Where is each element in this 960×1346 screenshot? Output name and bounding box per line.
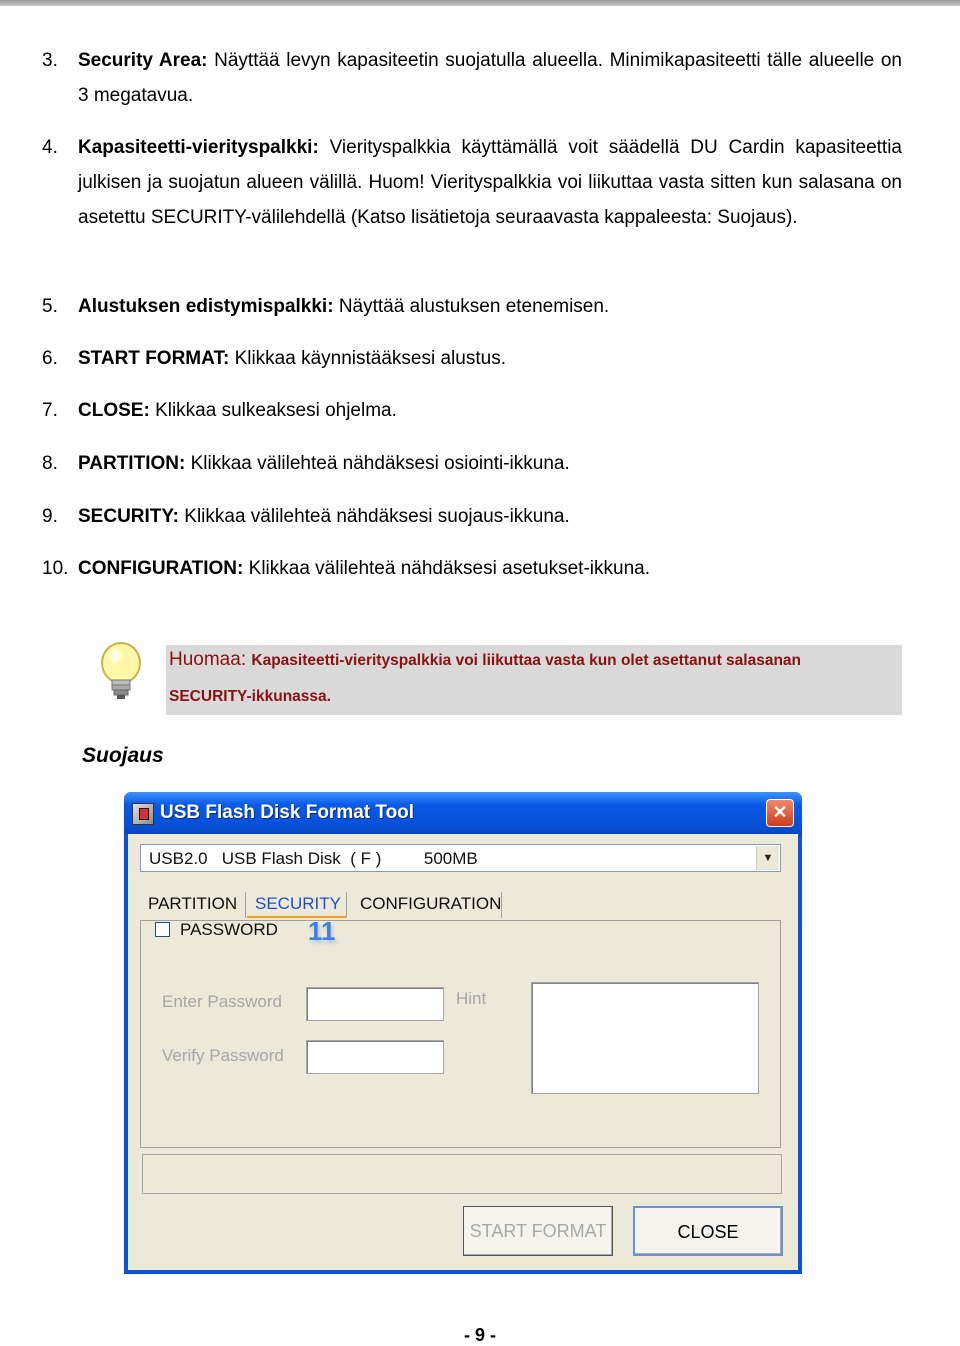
item-label: Security Area: [78,50,208,71]
item-text: Klikkaa käynnistääksesi alustus. [234,348,506,369]
top-rule [0,0,960,6]
note-text-continued: SECURITY-ikkunassa. [169,688,331,705]
item-text: Klikkaa välilehteä nähdäksesi osiointi-ikkuna. [190,453,570,474]
chevron-down-icon[interactable]: ▼ [756,846,779,870]
item-number: 4. [42,137,58,158]
item-text: Klikkaa välilehteä nähdäksesi suojaus-ikkuna. [184,506,570,527]
device-value: USB2.0 USB Flash Disk ( F ) 500MB [149,849,478,868]
verify-password-field[interactable] [306,1040,444,1074]
item-text: Näyttää alustuksen etenemisen. [338,296,610,317]
list-item [42,393,902,428]
callout-number: 11 [308,916,336,946]
format-progress-bar [142,1154,782,1194]
note-lead: Huomaa: [169,649,247,670]
item-number: 7. [42,400,58,421]
verify-password-label: Verify Password [162,1046,284,1065]
app-window [124,792,802,1274]
title-bar[interactable] [124,792,802,834]
item-label: SECURITY: [78,506,179,527]
window-title: USB Flash Disk Format Tool [160,802,415,823]
item-text: Klikkaa sulkeaksesi ohjelma. [155,400,397,421]
item-text: Vierityspalkkia käyttämällä voit säädellä DU Cardin kapasiteettia julkisen ja suojatun alueen välillä. Huom! Vierityspalkkia voi liikuttaa vasta sitten kun salasana on asetettu SECURITY-välilehdellä (Katso lisätietoja seuraavasta kappaleesta: Suojaus). [78,137,903,228]
item-label: CONFIGURATION: [78,558,244,579]
item-number: 6. [42,348,58,369]
enter-password-label: Enter Password [162,992,282,1011]
item-number: 5. [42,296,58,317]
close-button[interactable]: CLOSE [633,1206,783,1256]
enter-password-field[interactable] [306,987,444,1021]
list-item [42,43,902,113]
list-item [42,289,902,324]
page-number: - 9 - [463,1325,496,1345]
note-text: Kapasiteetti-vierityspalkkia voi liikuttaa vasta kun olet asettanut salasanan [251,652,801,669]
list-item [42,551,902,586]
window-close-button[interactable]: ✕ [766,799,794,827]
password-checkbox[interactable] [155,922,170,937]
section-title: Suojaus [82,744,164,767]
app-icon [132,803,154,825]
hint-field[interactable] [531,982,759,1094]
tab-configuration[interactable]: CONFIGURATION [352,892,502,918]
item-label: Alustuksen edistymispalkki: [78,296,334,317]
item-label: Kapasiteetti-vierityspalkki: [78,137,319,158]
note-box [166,645,902,715]
device-dropdown[interactable] [140,844,781,872]
item-number: 10. [42,558,69,579]
lightbulb-icon [96,640,146,702]
item-text: Klikkaa välilehteä nähdäksesi asetukset-ikkuna. [248,558,650,579]
list-item [42,130,902,270]
password-label: PASSWORD [180,920,278,939]
list-item [42,341,902,376]
start-format-button[interactable]: START FORMAT [463,1206,613,1256]
item-label: PARTITION: [78,453,186,474]
tab-security[interactable]: SECURITY [247,892,347,918]
tab-partition[interactable]: PARTITION [140,892,246,918]
item-label: CLOSE: [78,400,150,421]
list-item [42,446,902,481]
list-item [42,499,902,534]
item-number: 3. [42,50,58,71]
item-text: Näyttää levyn kapasiteetin suojatulla alueella. Minimikapasiteetti tälle alueelle on 3 megatavua. [78,50,902,106]
item-label: START FORMAT: [78,348,230,369]
item-number: 9. [42,506,58,527]
window-client [128,834,798,1270]
item-number: 8. [42,453,58,474]
hint-label: Hint [456,989,487,1008]
